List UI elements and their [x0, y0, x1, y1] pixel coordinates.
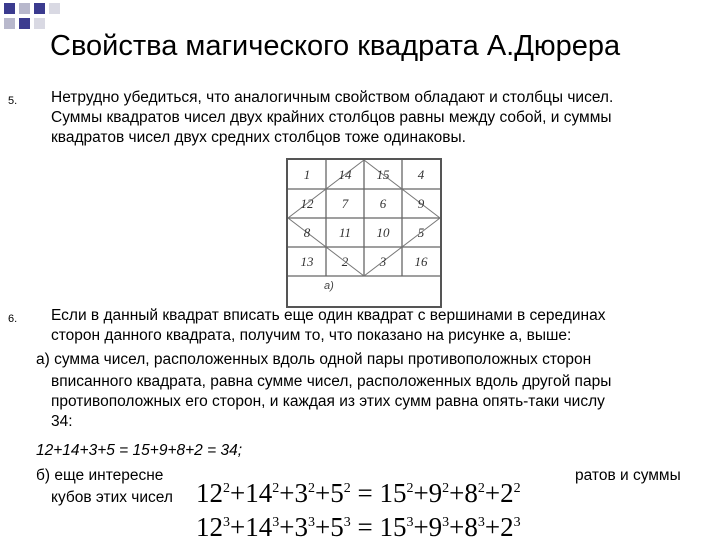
- text-line: Суммы квадратов чисел двух крайних столбцов равны между собой, и суммы: [51, 109, 612, 126]
- formula-term: $8^2$: [464, 478, 485, 508]
- figure-caption: а): [324, 280, 334, 292]
- sum-equation: 12+14+3+5 = 15+9+8+2 = 34;: [36, 442, 243, 459]
- magic-square-cell: 6: [379, 196, 387, 211]
- magic-square-cell: 9: [417, 196, 425, 211]
- magic-square-cell: 3: [379, 254, 387, 269]
- text-line: 34:: [51, 413, 73, 430]
- item-number: 5.: [8, 95, 18, 107]
- formula-term: $8^3$: [464, 512, 485, 542]
- slide-title: Свойства магического квадрата А.Дюрера: [50, 30, 621, 62]
- formula-term: $9^2$: [428, 478, 450, 508]
- formula-term: $2^3$: [500, 512, 521, 542]
- item-5-text: [51, 88, 613, 148]
- magic-square-cell: 10: [376, 225, 390, 240]
- sum-of-squares-formula: $12^2+14^2+3^2+5^2 = 15^2+9^2+8^2+2^2$: [192, 474, 525, 508]
- text-line: а) сумма чисел, расположенных вдоль одной пары противоположных сторон: [36, 351, 592, 368]
- magic-square-cell: 12: [300, 196, 314, 211]
- formula-term: $15^3$: [379, 512, 414, 542]
- formula-term: $14^3$: [245, 512, 280, 542]
- text-line: вписанного квадрата, равна сумме чисел, расположенных вдоль другой пары: [51, 373, 612, 390]
- formula-term: $9^3$: [428, 512, 450, 542]
- text-line: квадратов чисел двух средних столбцов тоже одинаковы.: [51, 129, 466, 146]
- subitem-a-cont: [51, 372, 611, 432]
- subitem-b: б) еще интересне: [36, 467, 164, 484]
- magic-square-cell: 8: [303, 225, 311, 240]
- item-6-text: [51, 306, 605, 346]
- subitem-a: [36, 350, 591, 370]
- formula-term: $5^3$: [330, 512, 351, 542]
- formula-term: $3^2$: [294, 478, 315, 508]
- magic-square-cell: 13: [300, 254, 314, 269]
- formula-term: $15^2$: [379, 478, 414, 508]
- magic-square-cell: 5: [417, 225, 425, 240]
- magic-square-cell: 4: [417, 167, 425, 182]
- magic-square-figure: [286, 158, 442, 308]
- formula-term: $12^2$: [196, 478, 230, 508]
- sum-of-cubes-formula: $12^3+14^3+3^3+5^3 = 15^3+9^3+8^3+2^3$: [192, 508, 525, 542]
- formula-term: $2^2$: [500, 478, 521, 508]
- formula-term: $12^3$: [196, 512, 230, 542]
- text-line: Если в данный квадрат вписать еще один квадрат с вершинами в серединах: [51, 307, 606, 324]
- magic-square-cell: 2: [341, 254, 349, 269]
- magic-square-cell: 16: [414, 254, 428, 269]
- magic-square-cell: 11: [338, 225, 352, 240]
- magic-square-cell: 15: [376, 167, 390, 182]
- text-line: Нетрудно убедиться, что аналогичным свойством обладают и столбцы чисел.: [51, 89, 614, 106]
- text-line: противоположных его сторон, и каждая из этих сумм равна опять-таки числу: [51, 393, 605, 410]
- magic-square-cell: 1: [303, 167, 311, 182]
- subitem-b-tail: ратов и суммы: [575, 467, 681, 484]
- magic-square-cell: 7: [341, 196, 349, 211]
- formula-term: $14^2$: [245, 478, 280, 508]
- text-line: сторон данного квадрата, получим то, что показано на рисунке а, выше:: [51, 327, 572, 344]
- magic-square-cell: 14: [338, 167, 352, 182]
- formula-term: $5^2$: [330, 478, 351, 508]
- formula-term: $3^3$: [294, 512, 315, 542]
- subitem-b-cont: кубов этих чисел: [51, 489, 173, 506]
- item-number: 6.: [8, 313, 18, 325]
- magic-square-grid: [288, 160, 440, 306]
